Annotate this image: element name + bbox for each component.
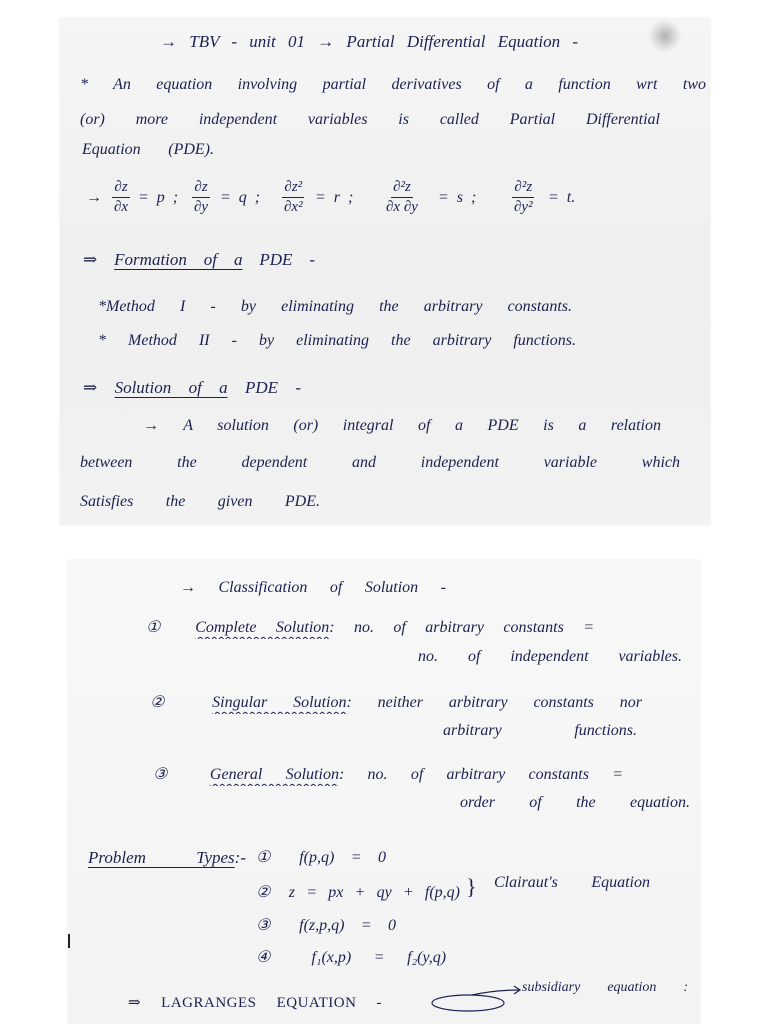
fraction-dz-dy <box>192 178 210 217</box>
general-solution-line <box>153 764 623 786</box>
implies-arrow: ⇒ <box>83 250 98 269</box>
derivative-notation-row <box>86 178 606 222</box>
method-2-line: * Method II - by eliminating the arbitrary functions. <box>98 332 576 349</box>
complete-solution-line <box>146 617 594 639</box>
solution-line-3: Satisfies the given PDE. <box>80 493 320 510</box>
circled-number-1: ① <box>146 619 176 636</box>
solution-title: Solution of a <box>114 378 228 397</box>
equals-p: = p ; <box>138 189 179 206</box>
arrow-annotation <box>472 990 520 995</box>
fraction-denominator: ∂x <box>114 199 129 215</box>
problem-type-4 <box>256 947 446 969</box>
fraction-denominator: ∂x² <box>284 199 303 215</box>
curly-brace: } <box>466 874 477 899</box>
problem-types-suffix: :- <box>234 848 246 867</box>
classification-heading: → Classification of Solution - <box>180 579 446 596</box>
general-solution-continuation: order of the equation. <box>460 794 690 811</box>
fraction-numerator: ∂z² <box>282 178 304 198</box>
fraction-d2z-dxdy <box>384 178 420 217</box>
fraction-denominator: ∂y <box>194 199 209 215</box>
problem-type-expression: z = px + qy + f(p,q) <box>288 884 460 901</box>
smudge-mark <box>648 20 682 52</box>
problem-types-label <box>88 847 246 869</box>
circled-number-1: ① <box>256 849 283 866</box>
circled-number-2: ② <box>256 884 278 901</box>
lagrange-heading <box>128 992 382 1014</box>
fraction-numerator: ∂²z <box>512 178 534 198</box>
implies-arrow: ⇒ <box>128 995 142 1011</box>
circled-number-4: ④ <box>256 949 289 966</box>
problem-type-2 <box>256 882 460 904</box>
notation-arrow: → <box>86 189 102 206</box>
problem-type-1 <box>256 847 386 869</box>
general-solution-definition: : no. of arbitrary constants = <box>338 766 623 783</box>
formation-heading <box>83 249 315 271</box>
fraction-d2z-dx2 <box>282 178 305 217</box>
definition-line-1: * An equation involving partial derivatives of a function wrt two <box>80 76 706 93</box>
definition-line-3: Equation (PDE). <box>82 141 214 158</box>
oval-arrow-annotation <box>428 982 524 1016</box>
fraction-dz-dx <box>112 178 130 217</box>
formation-title: Formation of a <box>114 250 243 269</box>
solution-line-2: between the dependent and independent variable which <box>80 454 680 471</box>
solution-suffix: PDE - <box>244 378 301 397</box>
complete-solution-term: Complete Solution <box>195 619 330 636</box>
margin-mark <box>68 934 70 948</box>
singular-solution-definition: : neither arbitrary constants nor <box>346 694 642 711</box>
general-solution-term: General Solution <box>209 766 339 783</box>
equals-s: = s ; <box>438 189 477 206</box>
fraction-numerator: ∂²z <box>391 178 413 198</box>
problem-types-title: Problem Types <box>88 848 235 867</box>
solution-line-1: → A solution (or) integral of a PDE is a relation <box>143 417 661 434</box>
equals-t: = t. <box>548 189 576 206</box>
problem-type-3 <box>256 915 396 937</box>
circled-number-3: ③ <box>153 766 187 783</box>
unit-heading: → TBV - unit 01 → Partial Differential Equation - <box>160 32 578 51</box>
clairaut-equation-label: Clairaut's Equation <box>494 874 650 891</box>
lagrange-title: LAGRANGES EQUATION - <box>161 995 382 1011</box>
singular-solution-continuation: arbitrary functions. <box>443 722 637 739</box>
solution-heading <box>83 377 301 399</box>
subsidiary-equation-note: subsidiary equation : <box>522 980 688 995</box>
singular-solution-term: Singular Solution <box>212 694 347 711</box>
singular-solution-line <box>150 692 642 714</box>
oval-annotation <box>432 995 504 1011</box>
problem-type-expression: f₁(x,p) = f₂(y,q) <box>311 949 446 966</box>
equals-q: = q ; <box>220 189 261 206</box>
fraction-numerator: ∂z <box>192 178 209 198</box>
fraction-numerator: ∂z <box>112 178 129 198</box>
fraction-denominator: ∂y² <box>514 199 533 215</box>
formation-suffix: PDE - <box>259 250 315 269</box>
complete-solution-continuation: no. of independent variables. <box>418 648 682 665</box>
circled-number-2: ② <box>150 694 187 711</box>
definition-line-2: (or) more independent variables is called Partial Differential <box>80 111 660 128</box>
implies-arrow: ⇒ <box>83 378 98 397</box>
problem-type-expression: f(z,p,q) = 0 <box>299 917 396 934</box>
fraction-denominator: ∂x ∂y <box>386 199 418 215</box>
method-1-line: *Method I - by eliminating the arbitrary constants. <box>98 298 572 315</box>
problem-type-expression: f(p,q) = 0 <box>299 849 386 866</box>
complete-solution-definition: : no. of arbitrary constants = <box>329 619 594 636</box>
circled-number-3: ③ <box>256 917 283 934</box>
equals-r: = r ; <box>315 189 354 206</box>
fraction-d2z-dy2 <box>512 178 535 217</box>
